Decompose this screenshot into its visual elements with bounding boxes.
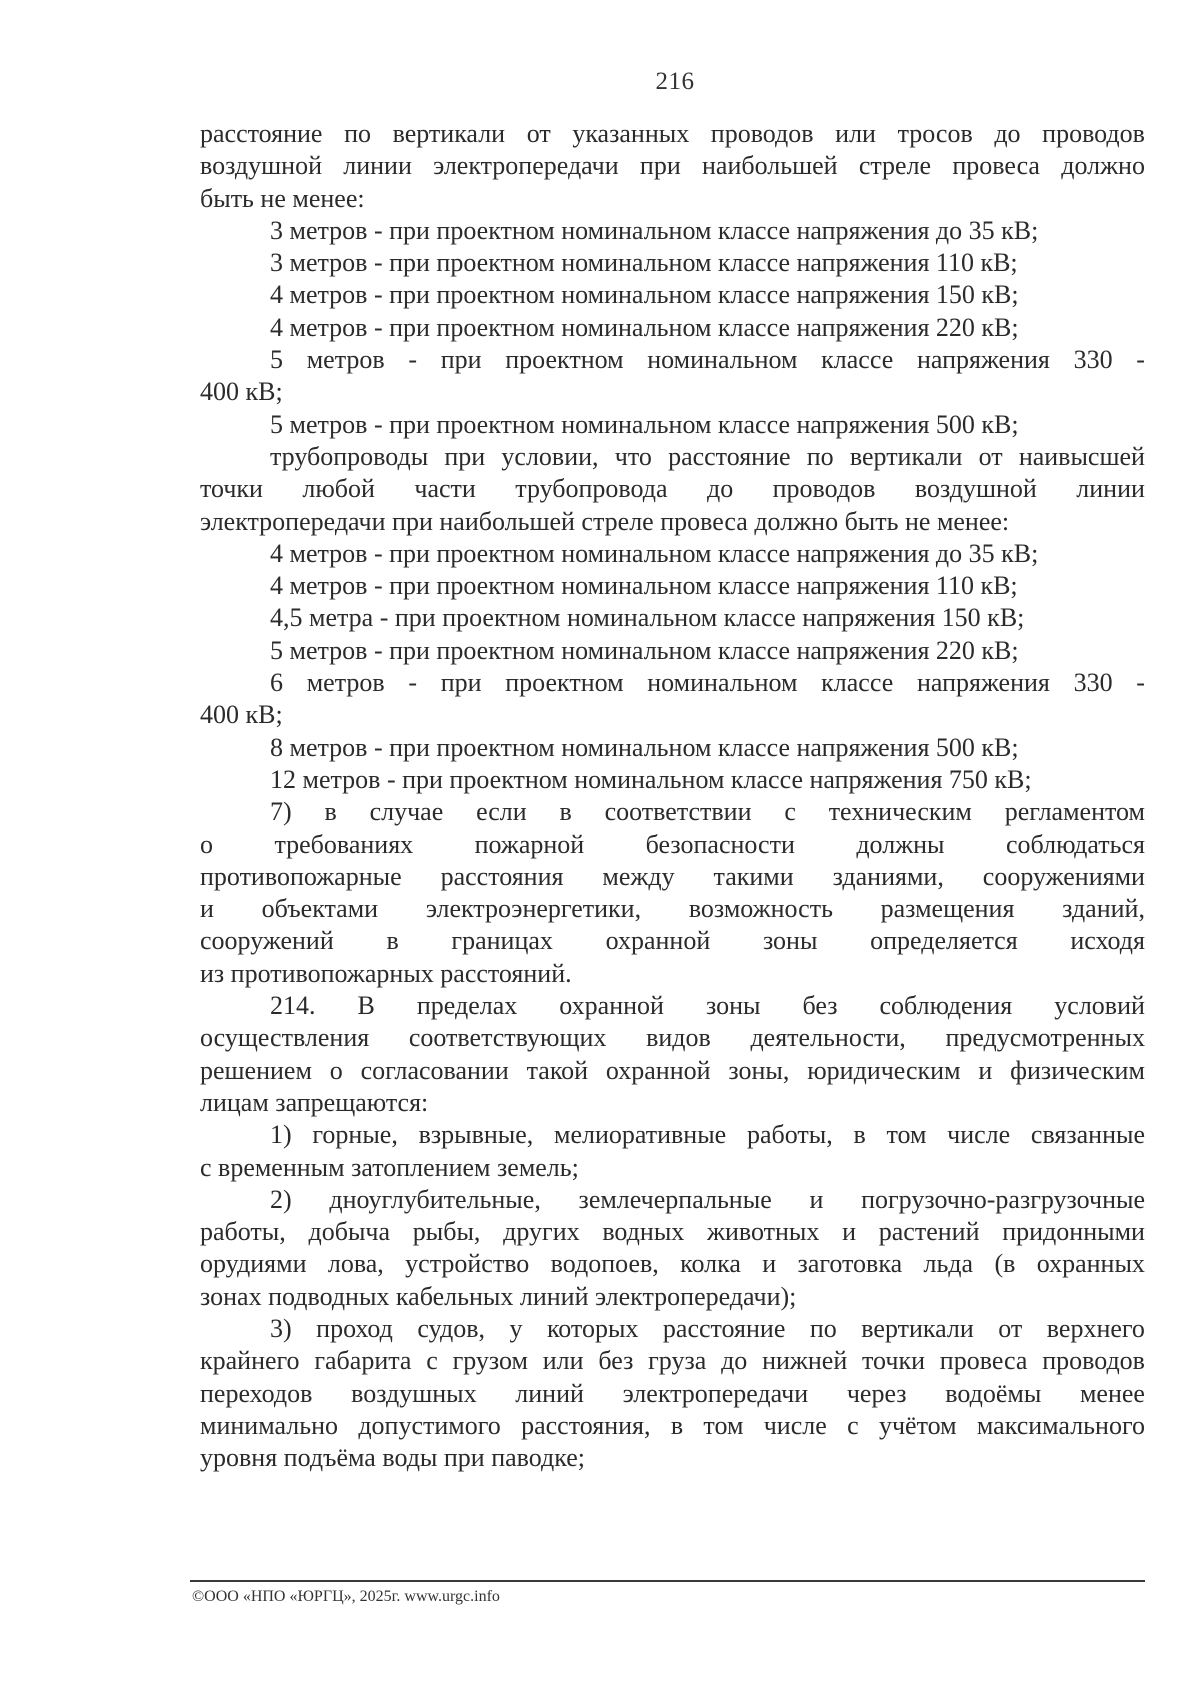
- word: напряжения: [916, 345, 1050, 375]
- word: 2): [270, 1184, 292, 1214]
- word: 5: [270, 345, 283, 375]
- word: 1): [270, 1120, 292, 1150]
- word: части: [414, 474, 476, 504]
- word: землечерпальные: [578, 1184, 772, 1214]
- word: через: [846, 1378, 907, 1408]
- word: с: [426, 1346, 438, 1376]
- word: видов: [646, 1023, 711, 1053]
- word: объектами: [261, 894, 379, 924]
- word: 7): [270, 797, 292, 827]
- word: до: [706, 474, 734, 504]
- word: метров: [306, 345, 385, 375]
- text-line: быть не менее:: [200, 183, 365, 213]
- word: при: [440, 345, 482, 375]
- word: от: [998, 1313, 1023, 1343]
- word: работы,: [746, 1120, 833, 1150]
- word: по: [809, 1313, 837, 1343]
- word: возможность: [688, 894, 833, 924]
- text-line: [200, 1248, 1145, 1280]
- text-line: с временным затоплением земель;: [200, 1152, 579, 1182]
- text-line: 5 метров - при проектном номинальном классе напряжения 500 кВ;: [270, 409, 1019, 439]
- word: при: [639, 151, 681, 181]
- word: с: [847, 1410, 859, 1440]
- word: 330: [1073, 668, 1113, 698]
- text-line: 3 метров - при проектном номинальном классе напряжения до 35 кВ;: [270, 215, 1039, 245]
- word: растений: [878, 1217, 980, 1247]
- word: в: [670, 1410, 684, 1440]
- text-line: зонах подводных кабельных линий электропередачи);: [200, 1281, 797, 1311]
- word: водоёмы: [945, 1378, 1042, 1408]
- word: охранной: [559, 991, 664, 1021]
- word: заготовка: [797, 1249, 903, 1279]
- text-line: 8 метров - при проектном номинальном классе напряжения 500 кВ;: [270, 732, 1019, 762]
- word: соблюдаться: [1005, 829, 1145, 859]
- word: трубопровода: [515, 474, 668, 504]
- word: в: [324, 797, 337, 827]
- word: напряжения: [916, 668, 1050, 698]
- word: устройство: [405, 1249, 530, 1279]
- word: тросов: [897, 119, 973, 148]
- word: у: [509, 1313, 523, 1343]
- text-line: [200, 1055, 1145, 1087]
- word: верхнего: [1046, 1313, 1145, 1343]
- text-line: [200, 1345, 1145, 1377]
- text-line: [200, 990, 1145, 1022]
- word: должно: [1061, 151, 1145, 181]
- text-line: лицам запрещаются:: [200, 1087, 429, 1117]
- word: такими: [713, 861, 794, 891]
- word: классе: [821, 668, 894, 698]
- footer-copyright: ©ООО «НПО «ЮРГЦ», 2025г. www.urgc.info: [192, 1588, 500, 1605]
- text-line: [200, 1119, 1145, 1151]
- word: случае: [369, 797, 444, 827]
- word: при: [440, 668, 482, 698]
- text-line: 4,5 метра - при проектном номинальном классе напряжения 150 кВ;: [270, 603, 1025, 633]
- text-line: 400 кВ;: [200, 377, 283, 407]
- word: от: [978, 441, 1003, 471]
- word: 330: [1073, 345, 1113, 375]
- word: классе: [821, 345, 894, 375]
- word: лова,: [327, 1249, 384, 1279]
- word: вертикали: [392, 119, 506, 148]
- word: -: [1136, 345, 1145, 375]
- text-line: [200, 829, 1145, 861]
- text-line: [200, 441, 1145, 473]
- text-line: 400 кВ;: [200, 700, 283, 730]
- word: должны: [856, 829, 945, 859]
- word: менее: [1079, 1378, 1145, 1408]
- word: юридическим: [807, 1055, 961, 1085]
- word: проход: [316, 1313, 393, 1343]
- word: связанные: [1030, 1120, 1145, 1150]
- word: проводов: [1042, 1346, 1145, 1376]
- word: взрывные,: [418, 1120, 534, 1150]
- word: числе: [763, 1410, 827, 1440]
- word: и: [978, 1055, 993, 1085]
- word: по: [344, 119, 371, 148]
- word: трубопроводы: [270, 441, 429, 471]
- word: рыбы,: [412, 1217, 481, 1247]
- word: предусмотренных: [945, 1023, 1145, 1053]
- word: -: [1136, 668, 1145, 698]
- text-line: [200, 1378, 1145, 1410]
- word: воздушной: [200, 151, 322, 181]
- word: до: [994, 119, 1021, 148]
- word: регламентом: [1004, 797, 1145, 827]
- word: сооружениями: [982, 861, 1145, 891]
- word: -: [408, 668, 418, 698]
- word: зоны: [705, 991, 761, 1021]
- word: мелиоративные: [554, 1120, 727, 1150]
- text-line: 12 метров - при проектном номинальном классе напряжения 750 кВ;: [270, 764, 1032, 794]
- word: номинальном: [647, 345, 798, 375]
- word: водных: [602, 1217, 685, 1247]
- word: электропередачи: [433, 151, 619, 181]
- word: определяется: [870, 926, 1018, 956]
- word: деятельности,: [750, 1023, 906, 1053]
- word: требованиях: [274, 829, 414, 859]
- word: решением: [200, 1055, 312, 1085]
- word: линии: [1076, 474, 1145, 504]
- word: по: [806, 441, 834, 471]
- word: условий: [1054, 991, 1145, 1021]
- word: расстояния: [440, 861, 564, 891]
- word: расстояние: [200, 119, 323, 148]
- text-line: 4 метров - при проектном номинальном классе напряжения до 35 кВ;: [270, 538, 1039, 568]
- word: охранной: [605, 926, 711, 956]
- text-line: [200, 1216, 1145, 1248]
- word: зданий,: [1062, 894, 1145, 924]
- word: допустимого: [358, 1410, 501, 1440]
- word: или: [542, 1346, 584, 1376]
- text-line: [200, 861, 1145, 893]
- word: линий: [515, 1378, 584, 1408]
- text-line: уровня подъёма воды при паводке;: [200, 1443, 585, 1473]
- word: пределах: [416, 991, 518, 1021]
- word: если: [476, 797, 527, 827]
- text-line: [200, 1184, 1145, 1216]
- word: воздушной: [914, 474, 1037, 504]
- word: любой: [302, 474, 375, 504]
- word: техническим: [828, 797, 972, 827]
- word: согласовании: [360, 1055, 509, 1085]
- word: точки: [200, 474, 263, 504]
- word: габарита: [314, 1346, 412, 1376]
- word: и: [200, 894, 214, 924]
- word: других: [503, 1217, 580, 1247]
- text-line: [200, 796, 1145, 828]
- word: в: [559, 797, 572, 827]
- text-line: [200, 1022, 1145, 1054]
- footer-divider: [190, 1580, 1145, 1582]
- word: условии,: [501, 441, 599, 471]
- word: размещения: [880, 894, 1015, 924]
- word: животных: [707, 1217, 820, 1247]
- text-line: 3 метров - при проектном номинальном классе напряжения 110 кВ;: [270, 248, 1018, 278]
- word: горные,: [312, 1120, 398, 1150]
- word: льда: [923, 1249, 974, 1279]
- word: физическим: [1010, 1055, 1145, 1085]
- text-line: [200, 118, 1145, 150]
- word: и: [842, 1217, 857, 1247]
- word: учётом: [878, 1410, 957, 1440]
- word: проектном: [505, 668, 624, 698]
- word: водопоев,: [550, 1249, 659, 1279]
- word: переходов: [200, 1378, 313, 1408]
- word: работы,: [200, 1217, 286, 1247]
- word: зоны: [762, 926, 818, 956]
- text-line: 4 метров - при проектном номинальном классе напряжения 220 кВ;: [270, 312, 1019, 342]
- word: указанных: [572, 119, 690, 148]
- word: числе: [947, 1120, 1011, 1150]
- text-line: [200, 473, 1145, 505]
- word: погрузочно-разгрузочные: [861, 1184, 1145, 1214]
- word: до: [721, 1346, 748, 1376]
- word: сооружений: [200, 926, 334, 956]
- word: исходя: [1070, 926, 1145, 956]
- word: противопожарные: [200, 861, 402, 891]
- word: вертикали: [861, 1313, 974, 1343]
- word: 214.: [270, 991, 316, 1021]
- word: осуществления: [200, 1023, 370, 1053]
- word: воздушных: [351, 1378, 477, 1408]
- word: точки: [862, 1346, 925, 1376]
- text-line: 4 метров - при проектном номинальном классе напряжения 150 кВ;: [270, 280, 1019, 310]
- text-line: [200, 667, 1145, 699]
- word: проектном: [505, 345, 624, 375]
- word: электроэнергетики,: [425, 894, 642, 924]
- word: зоны,: [728, 1055, 790, 1085]
- word: минимально: [200, 1410, 338, 1440]
- text-line: из противопожарных расстояний.: [200, 958, 572, 988]
- word: что: [614, 441, 652, 471]
- text-line: [200, 150, 1145, 182]
- word: 6: [270, 668, 283, 698]
- word: зданиями,: [832, 861, 944, 891]
- word: наибольшей: [702, 151, 838, 181]
- word: при: [444, 441, 486, 471]
- document-body: [200, 118, 1145, 1474]
- word: том: [703, 1410, 744, 1440]
- word: которых: [546, 1313, 639, 1343]
- word: от: [526, 119, 551, 148]
- word: том: [886, 1120, 927, 1150]
- word: В: [357, 991, 375, 1021]
- word: расстояния,: [521, 1410, 651, 1440]
- word: соблюдения: [879, 991, 1013, 1021]
- word: наивысшей: [1018, 441, 1145, 471]
- word: номинальном: [647, 668, 798, 698]
- word: в: [853, 1120, 866, 1150]
- word: (в: [994, 1249, 1016, 1279]
- word: с: [784, 797, 796, 827]
- word: охранной: [605, 1055, 711, 1085]
- word: проводов: [1042, 119, 1145, 148]
- text-line: 5 метров - при проектном номинальном классе напряжения 220 кВ;: [270, 635, 1019, 665]
- word: проводов: [710, 119, 814, 148]
- word: пожарной: [474, 829, 585, 859]
- word: охранных: [1036, 1249, 1145, 1279]
- word: дноуглубительные,: [329, 1184, 541, 1214]
- word: и: [762, 1249, 777, 1279]
- word: без: [598, 1346, 634, 1376]
- word: 3): [270, 1313, 292, 1343]
- word: груза: [648, 1346, 707, 1376]
- word: добыча: [308, 1217, 391, 1247]
- word: стреле: [858, 151, 932, 181]
- word: крайнего: [200, 1346, 300, 1376]
- word: без: [802, 991, 838, 1021]
- word: проводов: [772, 474, 876, 504]
- word: провеса: [952, 151, 1040, 181]
- word: орудиями: [200, 1249, 307, 1279]
- word: о: [200, 829, 213, 859]
- text-line: [200, 893, 1145, 925]
- word: о: [329, 1055, 343, 1085]
- word: -: [408, 345, 418, 375]
- word: такой: [526, 1055, 589, 1085]
- word: метров: [306, 668, 385, 698]
- word: или: [835, 119, 876, 148]
- word: в: [386, 926, 399, 956]
- text-line: 4 метров - при проектном номинальном классе напряжения 110 кВ;: [270, 571, 1018, 601]
- word: максимального: [976, 1410, 1145, 1440]
- word: границах: [451, 926, 553, 956]
- word: судов,: [417, 1313, 485, 1343]
- word: придонными: [1002, 1217, 1145, 1247]
- word: грузом: [452, 1346, 528, 1376]
- text-line: [200, 1313, 1145, 1345]
- page-number: 216: [655, 68, 695, 95]
- text-line: электропередачи при наибольшей стреле провеса должно быть не менее:: [200, 506, 1010, 536]
- word: колка: [680, 1249, 741, 1279]
- word: расстояние: [662, 1313, 786, 1343]
- word: нижней: [762, 1346, 848, 1376]
- word: и: [809, 1184, 824, 1214]
- word: расстояние: [668, 441, 791, 471]
- word: между: [602, 861, 675, 891]
- word: безопасности: [645, 829, 795, 859]
- word: соответствии: [604, 797, 752, 827]
- text-line: [200, 344, 1145, 376]
- text-line: [200, 1410, 1145, 1442]
- word: провеса: [939, 1346, 1028, 1376]
- word: соответствующих: [408, 1023, 607, 1053]
- word: вертикали: [849, 441, 963, 471]
- text-line: [200, 925, 1145, 957]
- word: электропередачи: [622, 1378, 809, 1408]
- word: линии: [343, 151, 412, 181]
